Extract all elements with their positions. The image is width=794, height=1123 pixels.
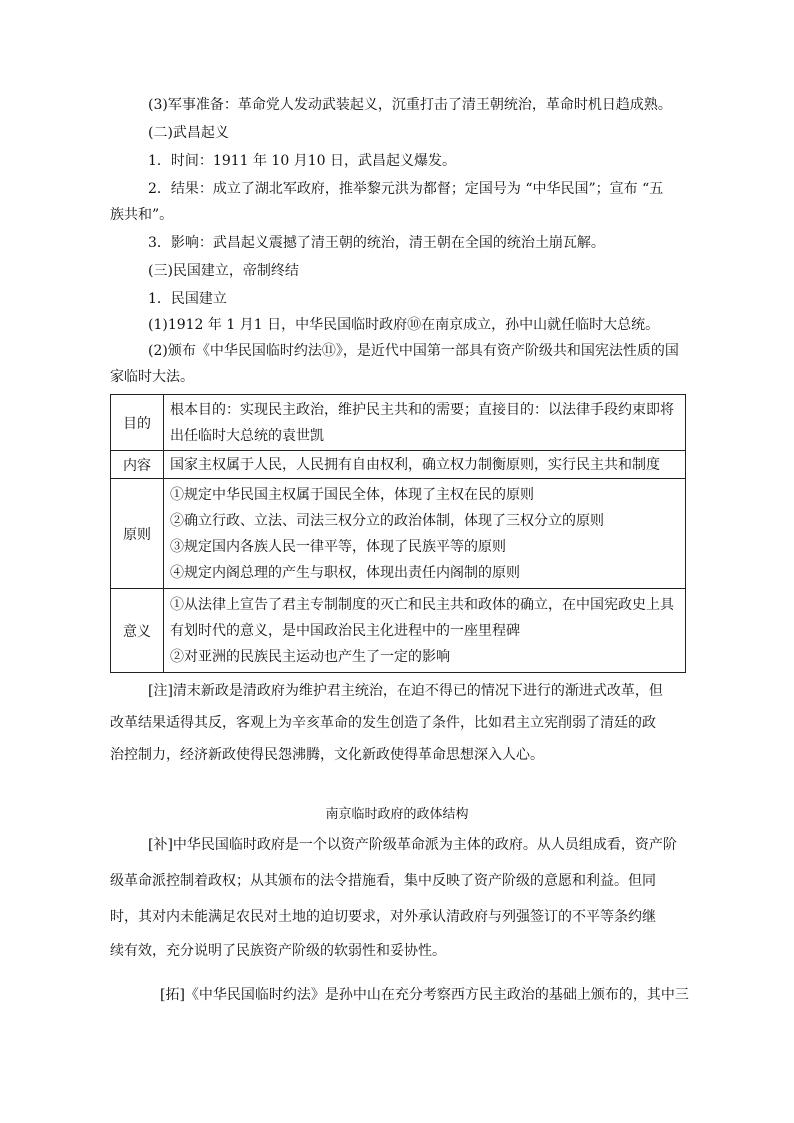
supplement-line3: 时，其对内未能满足农民对土地的迫切要求，对外承认清政府与列强签订的不平等条约继: [110, 909, 656, 925]
republic-paragraph-1: (1)1912 年 1 月1 日，中华民国临时政府⑩在南京成立，孙中山就任临时大总统。: [148, 317, 660, 333]
note-line2: 改革结果适得其反，客观上为辛亥革命的发生创造了条件，比如君主立宪削弱了清廷的政: [110, 715, 656, 731]
row-head-purpose: 目的: [111, 395, 164, 451]
cell-line: ①从法律上宣告了君主专制制度的灭亡和民主共和政体的确立，在中国宪政史上具: [170, 596, 674, 613]
republic-subheading: 1．民国建立: [148, 291, 227, 307]
row-body-purpose: [164, 395, 686, 451]
wuchang-time: 1．时间：1911 年 10 月10 日，武昌起义爆发。: [148, 153, 456, 169]
supplement-line4: 续有效，充分说明了民族资产阶级的软弱性和妥协性。: [110, 943, 446, 959]
provisional-constitution-table: [110, 394, 686, 673]
republic-paragraph-2-line1: (2)颁布《中华民国临时约法⑪》，是近代中国第一部具有资产阶级共和国宪法性质的国: [148, 343, 679, 359]
row-head-principles: 原则: [111, 479, 164, 589]
row-head-significance: 意义: [111, 589, 164, 673]
cell-line: 有划时代的意义，是中国政治民主化进程中的一座里程碑: [170, 622, 520, 639]
cell-line: ③规定国内各族人民一律平等，体现了民族平等的原则: [170, 538, 506, 555]
cell-line: ②对亚洲的民族民主运动也产生了一定的影响: [170, 648, 450, 665]
cell-line: ④规定内阁总理的产生与职权，体现出责任内阁制的原则: [170, 564, 520, 581]
wuchang-result-line2: 族共和”。: [110, 207, 174, 223]
republic-heading: (三)民国建立，帝制终结: [148, 263, 299, 279]
supplement-line1: [补]中华民国临时政府是一个以资产阶级革命派为主体的政府。从人员组成看，资产阶: [148, 837, 677, 853]
row-head-content: 内容: [111, 451, 164, 479]
wuchang-impact: 3．影响：武昌起义震撼了清王朝的统治，清王朝在全国的统治土崩瓦解。: [148, 235, 605, 251]
row-body-content: [164, 451, 686, 479]
row-body-significance: [164, 589, 686, 673]
note-line1: [注]清末新政是清政府为维护君主统治，在迫不得已的情况下进行的渐进式改革，但: [148, 683, 663, 699]
republic-paragraph-2-line2: 家临时大法。: [110, 369, 194, 385]
cell-line: ①规定中华民国主权属于国民全体，体现了主权在民的原则: [170, 486, 534, 503]
table-row: [111, 479, 686, 589]
extension-line1: [拓]《中华民国临时约法》是孙中山在充分考察西方民主政治的基础上颁布的，其中三: [160, 987, 689, 1003]
cell-line: ②确立行政、立法、司法三权分立的政治体制，体现了三权分立的原则: [170, 512, 604, 529]
wuchang-heading: (二)武昌起义: [148, 125, 229, 141]
table-row: [111, 589, 686, 673]
cell-line: 根本目的：实现民主政治，维护民主共和的需要；直接目的：以法律手段约束即将: [170, 401, 674, 418]
table-row: [111, 451, 686, 479]
cell-line: 国家主权属于人民，人民拥有自由权利，确立权力制衡原则，实行民主共和制度: [170, 456, 660, 473]
cell-line: 出任临时大总统的袁世凯: [170, 427, 324, 444]
military-prep-paragraph: (3)军事准备：革命党人发动武装起义，沉重打击了清王朝统治，革命时机日趋成熟。: [148, 97, 672, 113]
note-line3: 治控制力，经济新政使得民怨沸腾，文化新政使得革命思想深入人心。: [110, 747, 544, 763]
table-row: [111, 395, 686, 451]
wuchang-result-line1: 2．结果：成立了湖北军政府，推举黎元洪为都督；定国号为 “中华民国”；宣布 “五: [148, 181, 664, 197]
supplement-title: 南京临时政府的政体结构: [325, 807, 469, 822]
supplement-line2: 级革命派控制着政权；从其颁布的法令措施看，集中反映了资产阶级的意愿和利益。但同: [110, 873, 656, 889]
row-body-principles: [164, 479, 686, 589]
